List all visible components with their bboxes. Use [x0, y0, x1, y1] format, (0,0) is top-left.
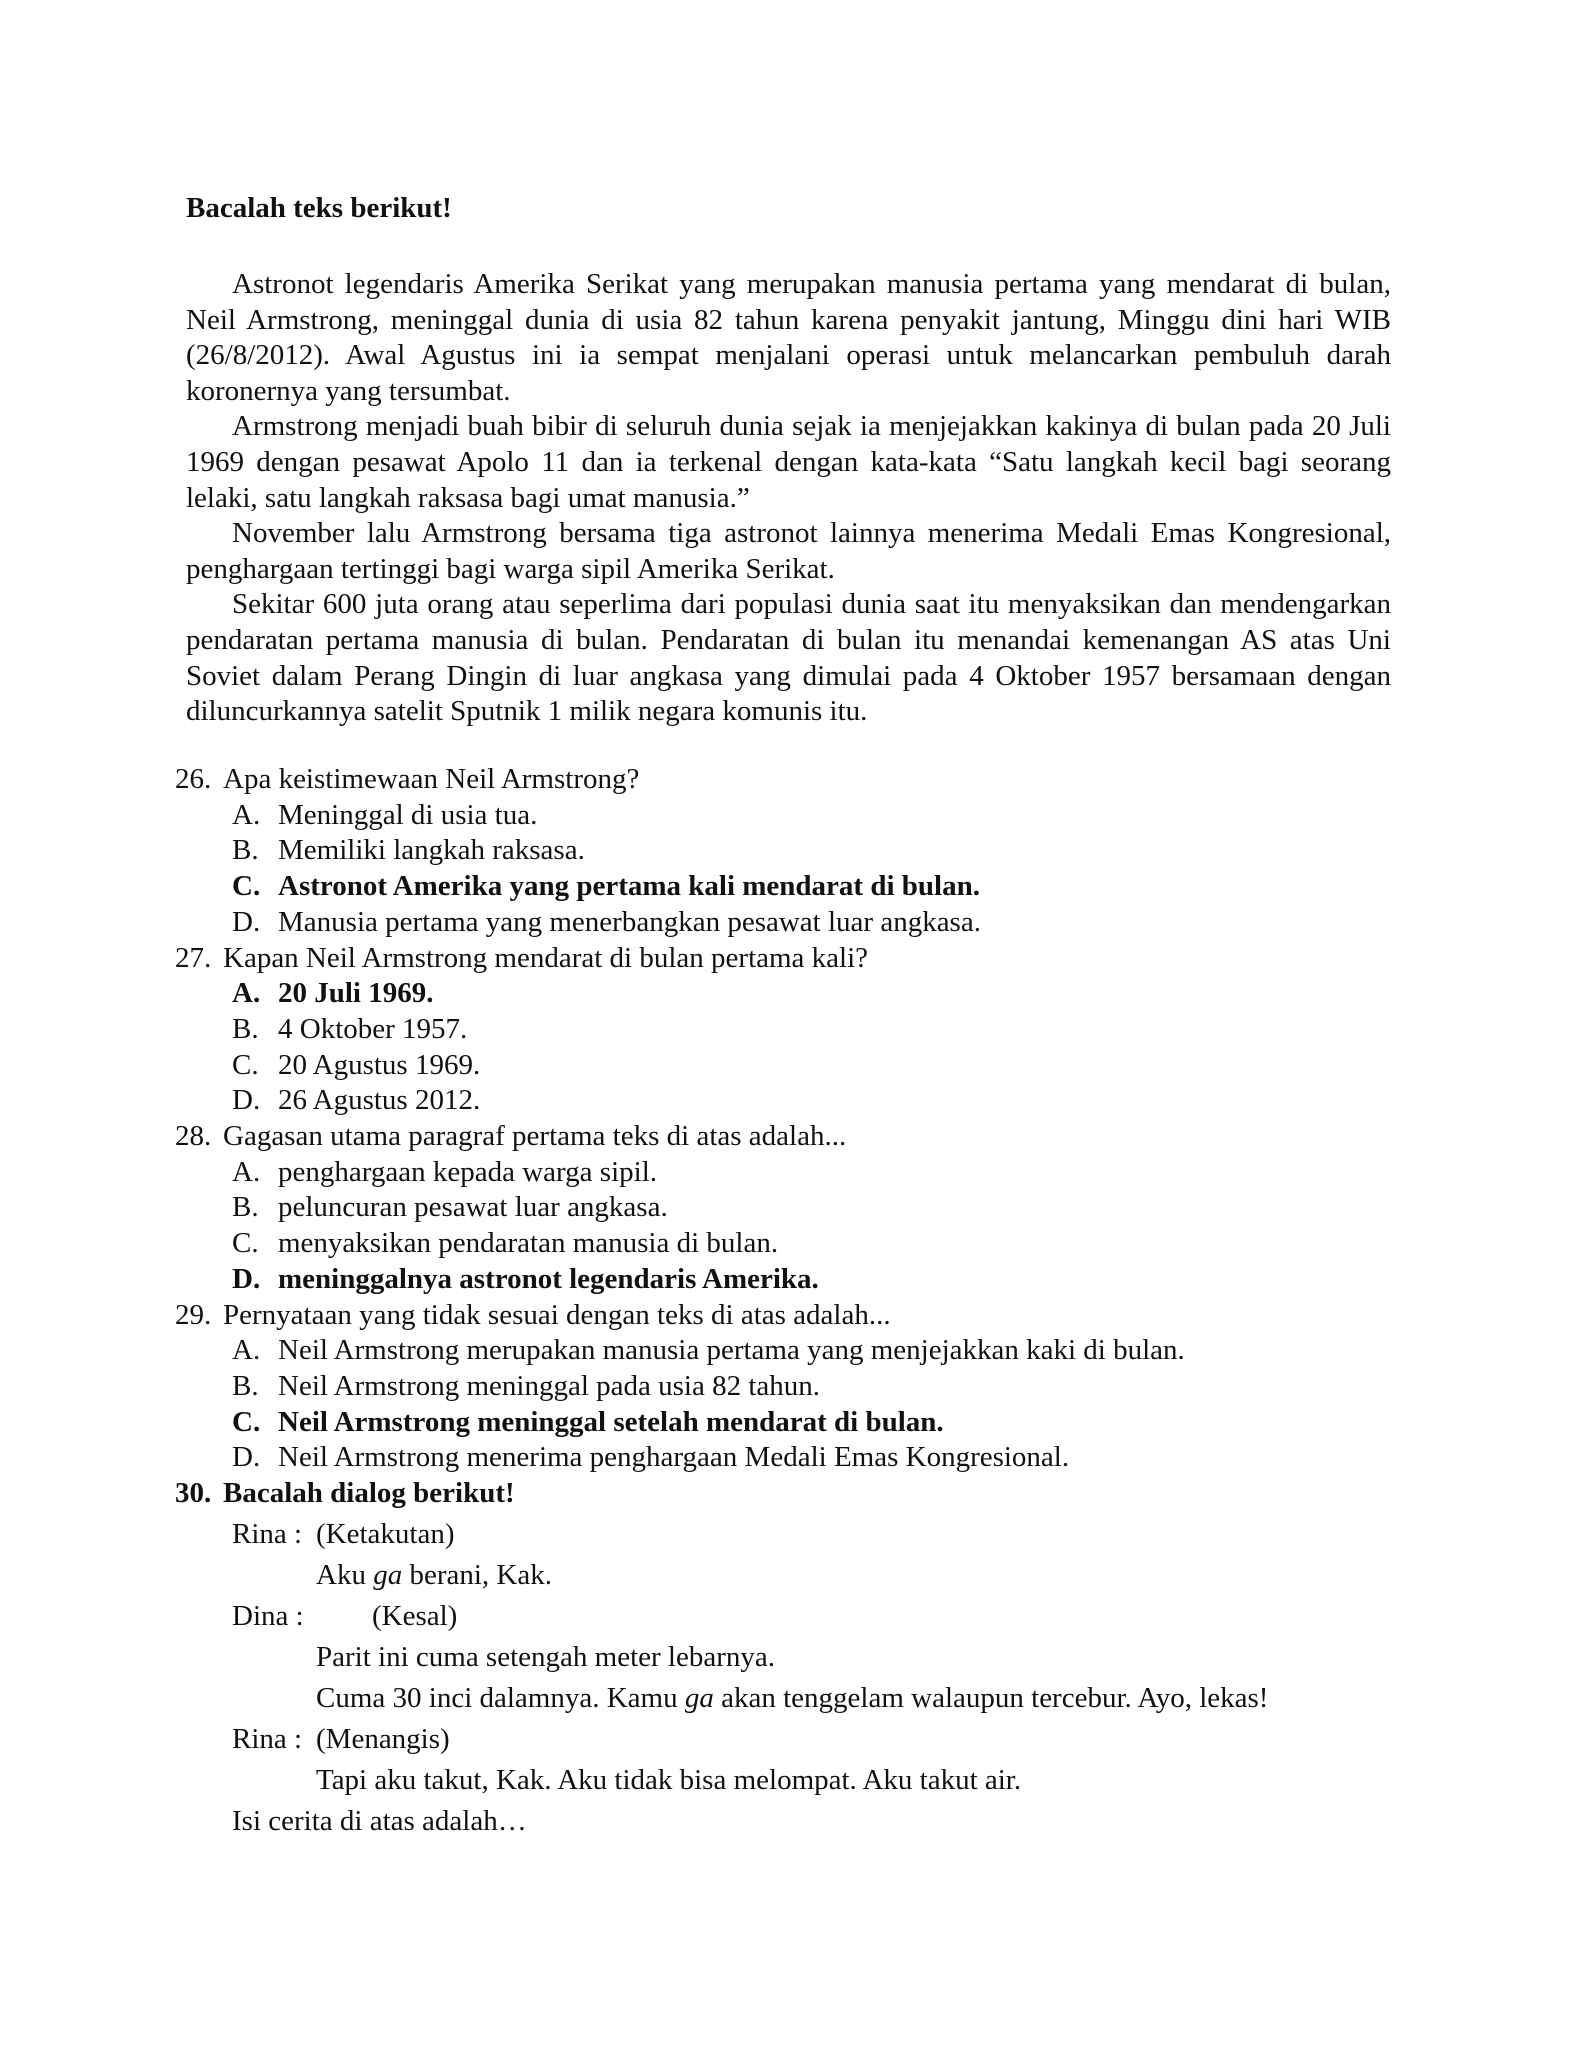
- speech-text: akan tenggelam walaupun tercebur. Ayo, lekas!: [713, 1681, 1269, 1714]
- question-28: [175, 1119, 1405, 1298]
- option-d: [175, 905, 1405, 941]
- question-number: 28.: [175, 1120, 212, 1153]
- option-letter: A.: [232, 798, 261, 831]
- option-letter: D.: [232, 1441, 261, 1474]
- question-stem: Bacalah dialog berikut!: [223, 1477, 515, 1510]
- option-text: penghargaan kepada warga sipil.: [278, 1155, 658, 1188]
- option-d-correct: [175, 1262, 1405, 1298]
- stage-cue: (Ketakutan): [316, 1517, 455, 1550]
- option-b: [175, 1190, 1405, 1226]
- passage-paragraph-3: November lalu Armstrong bersama tiga astronot lainnya menerima Medali Emas Kongresional, penghargaan tertinggi bagi warga sipil Amerika Serikat.: [186, 517, 1391, 585]
- option-letter: C.: [232, 1048, 259, 1081]
- option-letter: C.: [232, 1227, 259, 1260]
- reading-instruction: Bacalah teks berikut!: [186, 192, 452, 224]
- option-letter: A.: [232, 977, 261, 1010]
- option-letter: C.: [232, 1405, 261, 1438]
- option-text: 26 Agustus 2012.: [278, 1084, 481, 1117]
- option-letter: D.: [232, 1084, 261, 1117]
- question-27: [175, 941, 1405, 1120]
- option-letter: C.: [232, 870, 261, 903]
- option-text: Astronot Amerika yang pertama kali mendarat di bulan.: [278, 870, 980, 903]
- option-letter: B.: [232, 1012, 259, 1045]
- dialog-line-dina-speech-1: [175, 1637, 1405, 1678]
- option-text: Neil Armstrong meninggal pada usia 82 tahun.: [278, 1369, 821, 1402]
- option-d: [175, 1083, 1405, 1119]
- option-a: [175, 1333, 1405, 1369]
- speech-text: Cuma 30 inci dalamnya. Kamu: [316, 1681, 685, 1714]
- option-a: [175, 1155, 1405, 1191]
- question-29: [175, 1298, 1405, 1477]
- option-text: meninggalnya astronot legendaris Amerika.: [278, 1262, 819, 1295]
- speech-text: Aku: [316, 1558, 374, 1591]
- question-stem: Kapan Neil Armstrong mendarat di bulan pertama kali?: [223, 941, 869, 974]
- option-letter: A.: [232, 1334, 261, 1367]
- question-number: 29.: [175, 1298, 212, 1331]
- option-b: [175, 833, 1405, 869]
- dialog-line-dina: [175, 1596, 1405, 1637]
- option-letter: A.: [232, 1155, 261, 1188]
- option-text: Neil Armstrong menerima penghargaan Medali Emas Kongresional.: [278, 1441, 1070, 1474]
- option-d: [175, 1440, 1405, 1476]
- dialog-line-rina-1-speech: [175, 1555, 1405, 1596]
- option-c: [175, 1048, 1405, 1084]
- option-text: Meninggal di usia tua.: [278, 798, 538, 831]
- option-text: 20 Juli 1969.: [278, 977, 434, 1010]
- passage-paragraph-1: Astronot legendaris Amerika Serikat yang merupakan manusia pertama yang mendarat di bulan, Neil Armstrong, meninggal dunia di usia 82 tahun karena penyakit jantung, Minggu dini hari WIB (26/8/2012). Awal Agustus ini ia sempat menjalani operasi untuk melancarkan pembuluh darah koronernya yang tersumbat.: [186, 268, 1391, 407]
- speaker-name: Dina :: [232, 1599, 304, 1632]
- speech-text: Parit ini cuma setengah meter lebarnya.: [316, 1640, 775, 1673]
- option-c: [175, 1226, 1405, 1262]
- option-text: menyaksikan pendaratan manusia di bulan.: [278, 1227, 779, 1260]
- question-30: [175, 1476, 1405, 1842]
- option-b: [175, 1012, 1405, 1048]
- dialog-line-rina-1: [175, 1514, 1405, 1555]
- option-text: 4 Oktober 1957.: [278, 1012, 468, 1045]
- option-b: [175, 1369, 1405, 1405]
- question-number: 30.: [175, 1477, 212, 1510]
- question-stem: Pernyataan yang tidak sesuai dengan teks di atas adalah...: [223, 1298, 891, 1331]
- dialog-line-rina-2: [175, 1719, 1405, 1760]
- option-a: [175, 798, 1405, 834]
- stage-cue: (Menangis): [316, 1722, 450, 1755]
- option-letter: B.: [232, 1191, 259, 1224]
- question-30-prompt: Isi cerita di atas adalah…: [232, 1804, 527, 1837]
- option-a-correct: [175, 976, 1405, 1012]
- option-text: Neil Armstrong meninggal setelah mendarat di bulan.: [278, 1405, 944, 1438]
- reading-passage: [186, 267, 1391, 730]
- option-letter: D.: [232, 1262, 261, 1295]
- option-text: Neil Armstrong merupakan manusia pertama yang menjejakkan kaki di bulan.: [278, 1334, 1185, 1367]
- option-letter: B.: [232, 834, 259, 867]
- speech-text: berani, Kak.: [402, 1558, 552, 1591]
- option-letter: D.: [232, 905, 261, 938]
- speaker-name: Rina :: [232, 1517, 303, 1550]
- question-26: [175, 762, 1405, 941]
- speaker-name: Rina :: [232, 1722, 303, 1755]
- dialog-block: [175, 1514, 1405, 1801]
- question-stem: Apa keistimewaan Neil Armstrong?: [223, 763, 640, 795]
- passage-paragraph-4: Sekitar 600 juta orang atau seperlima dari populasi dunia saat itu menyaksikan dan mendengarkan pendaratan pertama manusia di bulan. Pendaratan di bulan itu menandai kemenangan AS atas Uni Soviet dalam Perang Dingin di luar angkasa yang dimulai pada 4 Oktober 1957 bersamaan dengan diluncurkannya satelit Sputnik 1 milik negara komunis itu.: [186, 588, 1391, 728]
- question-number: 27.: [175, 941, 212, 974]
- dialog-line-dina-speech-2: [175, 1678, 1405, 1719]
- question-number: 26.: [175, 763, 212, 795]
- dialog-line-rina-2-speech: [175, 1760, 1405, 1801]
- option-text: Memiliki langkah raksasa.: [278, 834, 585, 867]
- option-c-correct: [175, 869, 1405, 905]
- stage-cue: (Kesal): [372, 1599, 458, 1632]
- slang-word: ga: [684, 1681, 714, 1714]
- passage-paragraph-2: Armstrong menjadi buah bibir di seluruh dunia sejak ia menjejakkan kakinya di bulan pada 20 Juli 1969 dengan pesawat Apolo 11 dan ia terkenal dengan kata-kata “Satu langkah kecil bagi seorang lelaki, satu langkah raksasa bagi umat manusia.”: [186, 410, 1391, 514]
- question-stem: Gagasan utama paragraf pertama teks di atas adalah...: [223, 1120, 847, 1153]
- option-text: 20 Agustus 1969.: [278, 1048, 481, 1081]
- slang-word: ga: [373, 1558, 403, 1591]
- option-text: Manusia pertama yang menerbangkan pesawat luar angkasa.: [278, 905, 981, 938]
- speech-text: Tapi aku takut, Kak. Aku tidak bisa melompat. Aku takut air.: [316, 1763, 1022, 1796]
- option-text: peluncuran pesawat luar angkasa.: [278, 1191, 668, 1224]
- option-letter: B.: [232, 1369, 259, 1402]
- question-list: [175, 762, 1405, 1842]
- option-c-correct: [175, 1405, 1405, 1441]
